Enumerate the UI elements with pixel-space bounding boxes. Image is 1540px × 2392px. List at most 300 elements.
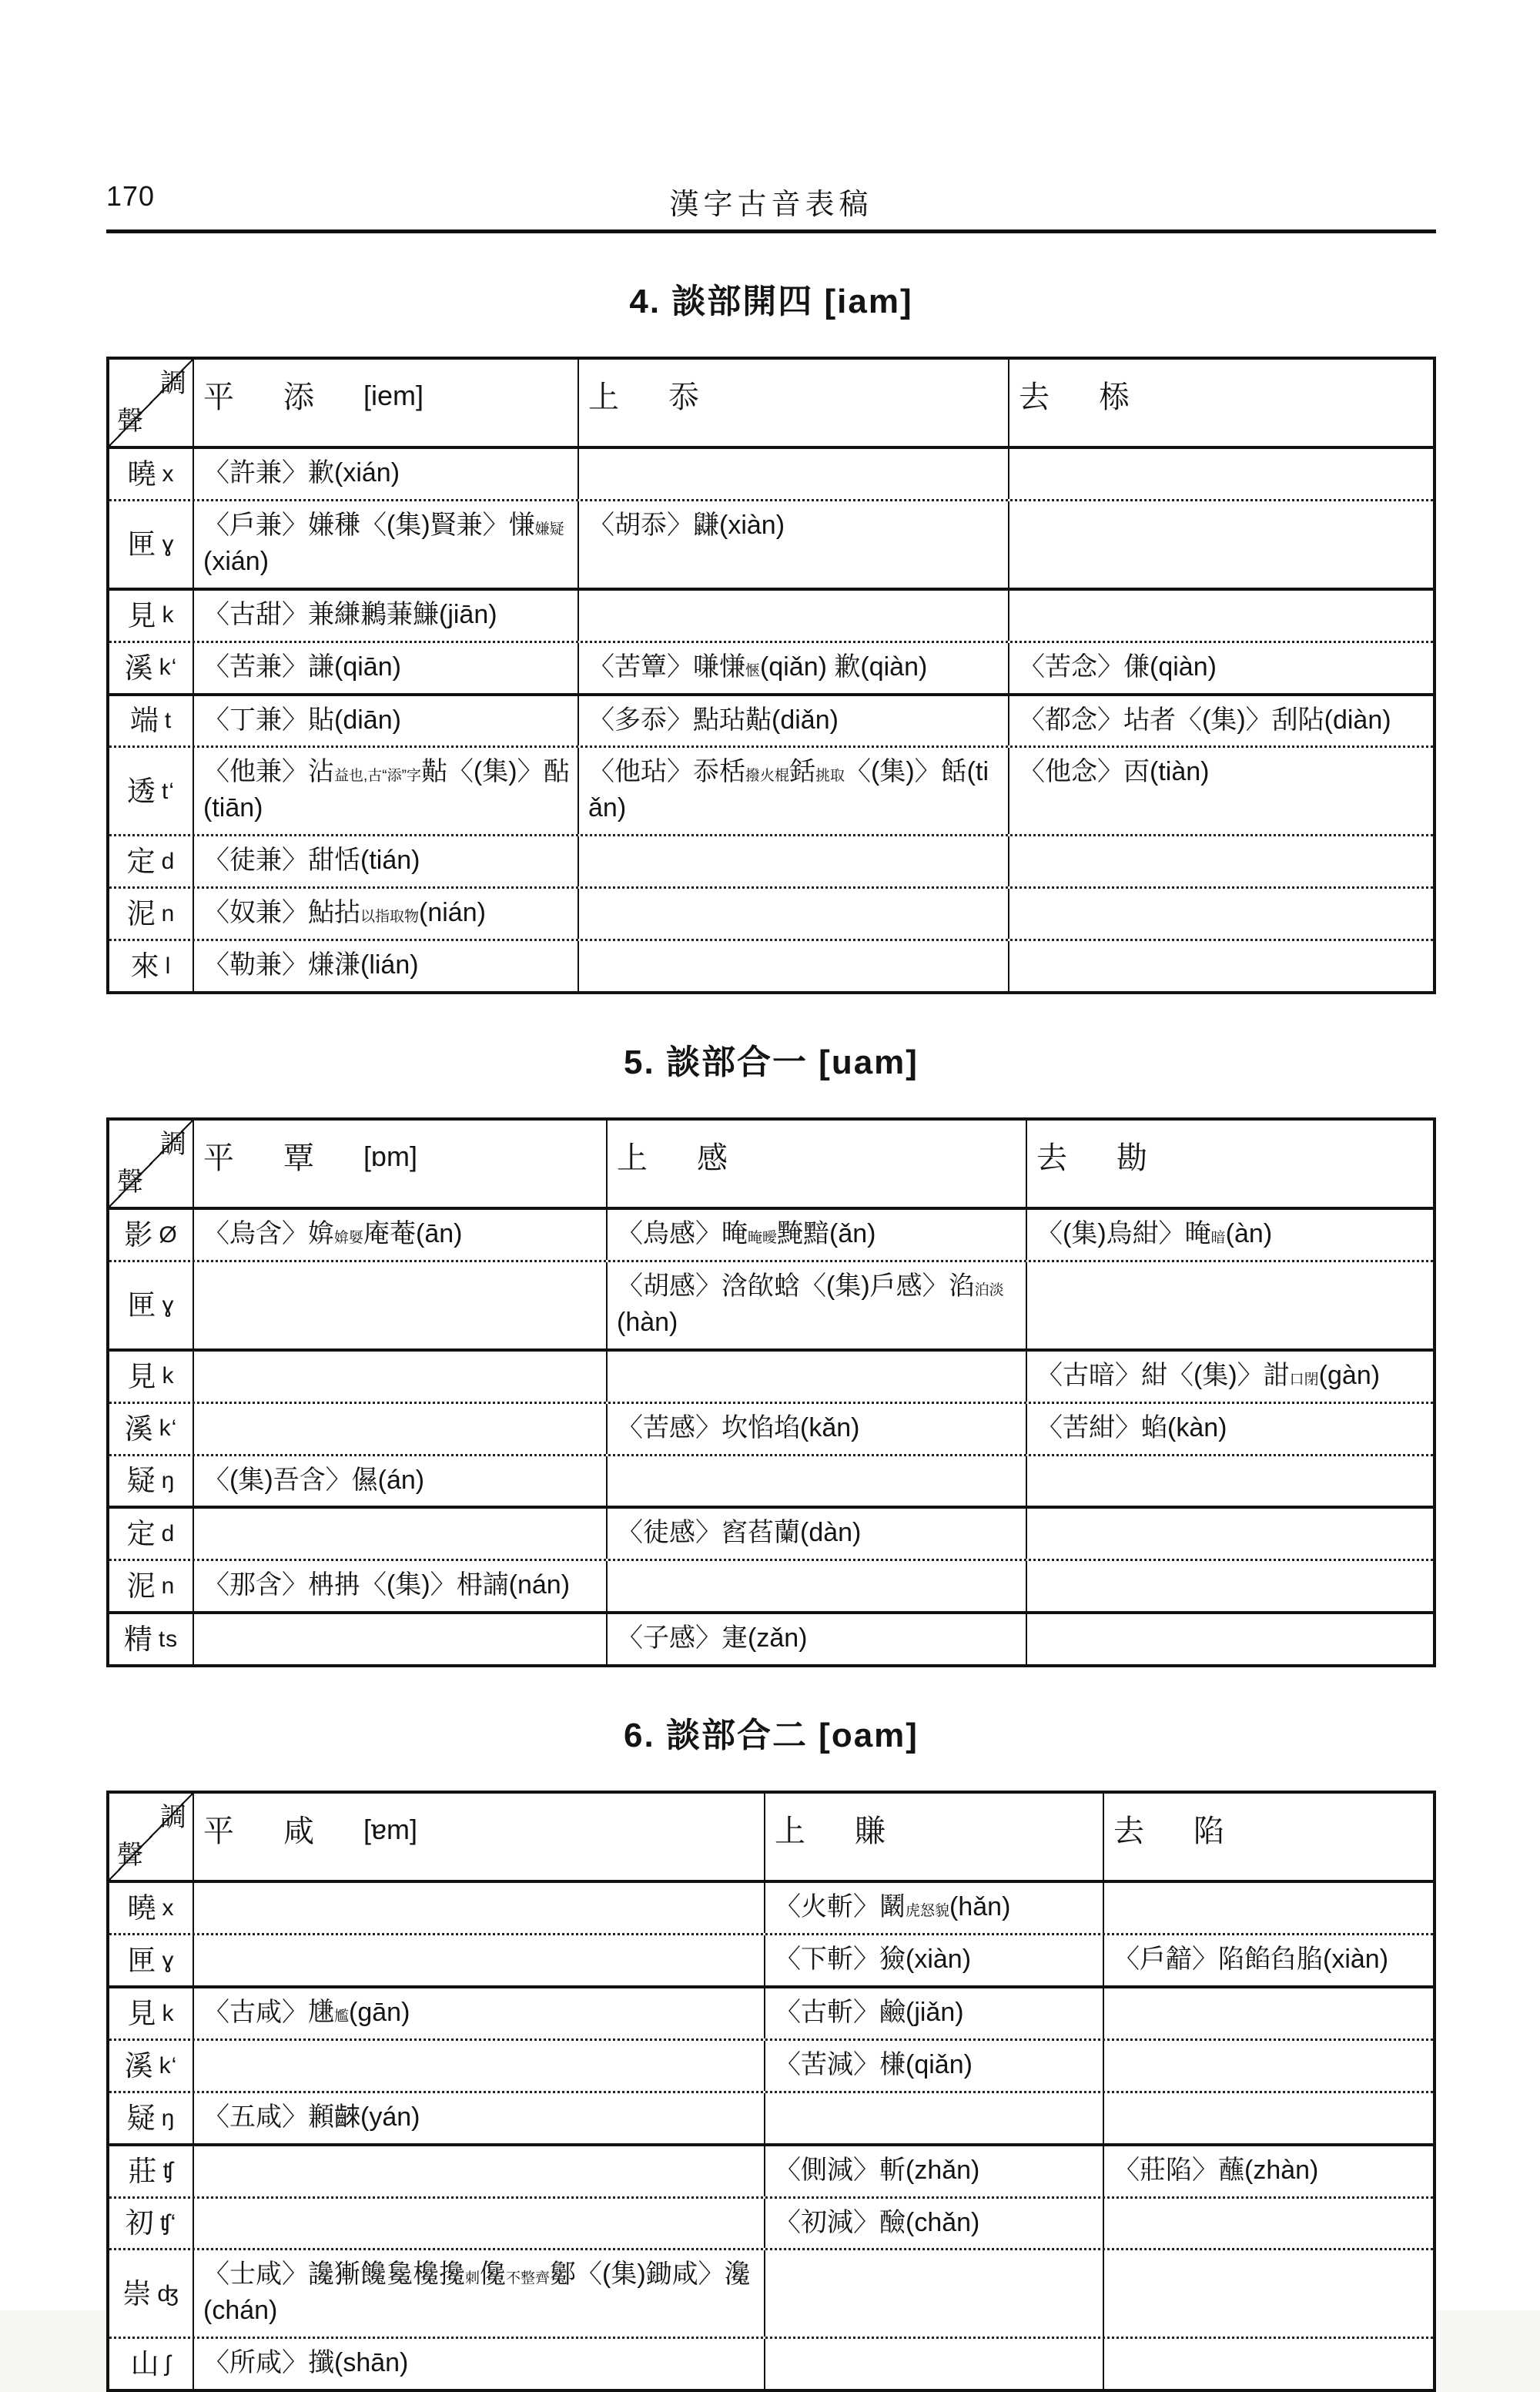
corner-label-initial: 聲 <box>117 1841 143 1871</box>
initial-cell <box>109 2093 192 2143</box>
cell-annotation: 暗 <box>1210 1229 1226 1246</box>
table-cell <box>1026 1614 1438 1664</box>
table-cell <box>192 643 578 693</box>
rime-label: 忝 <box>668 380 699 414</box>
table-cell <box>1026 1456 1438 1506</box>
initial-character: 影 <box>124 1218 153 1251</box>
tone-header-cell <box>1103 1794 1438 1880</box>
table-cell <box>1103 1988 1438 2039</box>
table-cell <box>578 889 1008 939</box>
table-row <box>109 1883 1433 1933</box>
cell-text: 〈多忝〉點玷黇(diǎn) <box>588 705 839 735</box>
cell-text: 〈初減〉醶(chǎn) <box>775 2207 980 2237</box>
cell-text: 黇〈(集)〉酟(tiān) <box>203 757 570 823</box>
table-cell <box>1008 696 1438 746</box>
rime-label: 賺 <box>855 1814 886 1849</box>
table-cell <box>192 1614 606 1664</box>
table-cell <box>578 748 1008 834</box>
initial-cell <box>109 1988 192 2039</box>
initial-ipa: ŋ <box>161 2105 176 2131</box>
initial-character: 透 <box>127 775 156 807</box>
table-cell <box>606 1262 1026 1348</box>
table-cell <box>1008 591 1438 641</box>
table-cell <box>764 1988 1103 2039</box>
initial-cell <box>109 1561 192 1611</box>
initial-ipa: k <box>162 602 175 628</box>
cell-annotation: 不整齊 <box>506 2270 551 2287</box>
initial-ipa: t‘ <box>162 778 175 804</box>
cell-text: 〈戶兼〉嫌稴〈(集)賢兼〉慊 <box>203 510 535 540</box>
table-cell <box>764 2041 1103 2091</box>
table-cell <box>192 449 578 499</box>
cell-text: 〈苦簟〉嗛慊 <box>588 652 745 682</box>
corner-label-tone: 調 <box>160 369 186 398</box>
table-row <box>109 2091 1433 2143</box>
table-cell <box>192 591 578 641</box>
table-cell <box>192 889 578 939</box>
tone-header-cell <box>764 1794 1103 1880</box>
initial-cell <box>109 1614 192 1664</box>
tone-header-cell <box>1026 1121 1438 1207</box>
table-row <box>109 1611 1433 1664</box>
table-cell <box>764 2199 1103 2249</box>
cell-text: 〈(集)烏紺〉晻 <box>1036 1218 1211 1248</box>
cell-text: 〈側減〉斬(zhǎn) <box>775 2155 980 2185</box>
initial-ipa: k‘ <box>159 1415 178 1442</box>
table-cell <box>192 1935 764 1985</box>
rime-label: 覃 <box>283 1141 314 1175</box>
table-cell <box>764 2250 1103 2337</box>
cell-text: 〈胡感〉浛欿蛿〈(集)戶感〉淊 <box>617 1271 975 1301</box>
cell-text: 儳 <box>480 2260 507 2290</box>
table-cell <box>192 1561 606 1611</box>
table-row <box>109 1454 1433 1506</box>
table-row <box>109 1506 1433 1559</box>
tone-header-cell <box>606 1121 1026 1207</box>
initial-ipa: x <box>162 1895 175 1921</box>
table-cell <box>192 836 578 886</box>
initial-character: 疑 <box>126 2102 156 2134</box>
initial-cell <box>109 2199 192 2249</box>
table-row <box>109 588 1433 641</box>
initial-ipa: ŋ <box>161 1468 176 1494</box>
table-cell <box>1103 2199 1438 2249</box>
initial-character: 定 <box>126 846 156 878</box>
cell-text: 〈徒感〉窞萏蘭(dàn) <box>617 1518 862 1548</box>
table-cell <box>606 1456 1026 1506</box>
cell-text: 〈徒兼〉甜恬(tián) <box>203 846 420 876</box>
table-cell <box>192 1883 764 1933</box>
table-header-row <box>109 1121 1433 1210</box>
cell-text: (gān) <box>349 1997 410 2027</box>
table-cell <box>192 2199 764 2249</box>
table-cell <box>1026 1262 1438 1348</box>
cell-text: 〈烏含〉媕 <box>203 1218 334 1248</box>
table-cell <box>192 2339 764 2389</box>
initial-cell <box>109 2146 192 2196</box>
initial-ipa: ʤ <box>157 2280 179 2307</box>
table-cell <box>1026 1561 1438 1611</box>
corner-label-tone: 調 <box>160 1129 186 1159</box>
table-cell <box>1103 1935 1438 1985</box>
initial-ipa: ʃ <box>165 2351 172 2377</box>
initial-cell <box>109 1210 192 1260</box>
header-rule <box>106 229 1436 233</box>
initial-character: 山 <box>130 2348 159 2380</box>
initial-cell <box>109 889 192 939</box>
tone-label: 去 <box>1036 1141 1067 1175</box>
cell-text: 〈戶韽〉陷餡臽䐄(xiàn) <box>1113 1945 1389 1975</box>
cell-text: 〈下斬〉獫(xiàn) <box>775 1945 972 1975</box>
table-cell <box>1103 2146 1438 2196</box>
table-cell <box>1103 2041 1438 2091</box>
cell-text: 〈胡忝〉鼸(xiàn) <box>588 510 785 540</box>
table-cell <box>1008 501 1438 588</box>
corner-cell <box>109 1794 192 1880</box>
rime-ipa-label: [ɐm] <box>363 1814 418 1846</box>
table-cell <box>578 836 1008 886</box>
table-row <box>109 641 1433 693</box>
corner-label-initial: 聲 <box>117 407 143 437</box>
initial-cell <box>109 1262 192 1348</box>
initial-ipa: k <box>162 1363 175 1389</box>
cell-annotation: 泊淡 <box>974 1281 1004 1298</box>
cell-text: (gàn) <box>1318 1360 1381 1390</box>
initial-ipa: ʧ <box>162 2158 174 2184</box>
initial-character: 泥 <box>126 1570 156 1603</box>
cell-text: (hǎn) <box>949 1892 1011 1922</box>
cell-text: 〈那含〉柟抩〈(集)〉枏諵(nán) <box>203 1570 571 1600</box>
rime-table <box>106 1791 1436 2392</box>
corner-label-tone: 調 <box>160 1803 186 1833</box>
initial-character: 匣 <box>127 528 156 561</box>
initial-character: 曉 <box>127 1892 156 1925</box>
table-header-row <box>109 360 1433 449</box>
table-cell <box>606 1210 1026 1260</box>
initial-cell <box>109 1456 192 1506</box>
cell-text: 〈許兼〉歉(xián) <box>203 458 400 487</box>
cell-text: 〈古暗〉紺〈(集)〉詌 <box>1036 1360 1290 1390</box>
cell-text: (àn) <box>1225 1218 1273 1248</box>
cell-text: 庵菴(ān) <box>363 1218 463 1248</box>
initial-character: 端 <box>129 705 159 737</box>
cell-text: 〈烏感〉晻 <box>617 1218 748 1248</box>
initial-cell <box>109 501 192 588</box>
initial-cell <box>109 449 192 499</box>
tone-label: 平 <box>203 1141 234 1175</box>
table-cell <box>606 1614 1026 1664</box>
cell-text: 〈都念〉坫者〈(集)〉刮阽(diàn) <box>1019 705 1391 735</box>
initial-character: 見 <box>127 1360 156 1392</box>
table-cell <box>1026 1509 1438 1559</box>
cell-text: (qiǎn) 歉(qiàn) <box>760 652 928 682</box>
rime-ipa-label: [ɒm] <box>363 1140 418 1172</box>
initial-character: 精 <box>123 1623 152 1656</box>
table-cell <box>764 2093 1103 2143</box>
table-row <box>109 1402 1433 1454</box>
table-cell <box>1026 1404 1438 1454</box>
running-title: 漢字古音表稿 <box>669 189 873 221</box>
rime-label: 咸 <box>283 1814 314 1849</box>
initial-character: 泥 <box>126 898 156 930</box>
cell-text: 〈古斬〉鹼(jiǎn) <box>775 1997 964 2027</box>
cell-text: (nián) <box>419 898 486 928</box>
initial-ipa: d <box>161 1521 176 1547</box>
tone-label: 平 <box>203 380 234 414</box>
cell-annotation: 晻曖 <box>748 1229 778 1246</box>
cell-annotation: 尷 <box>334 2008 350 2025</box>
initial-ipa: ɣ <box>162 531 175 558</box>
initial-ipa: n <box>161 900 176 926</box>
table-row <box>109 939 1433 991</box>
table-cell <box>192 1404 606 1454</box>
table-row <box>109 1210 1433 1260</box>
tone-label: 上 <box>775 1814 805 1849</box>
rime-label: 添 <box>283 380 314 414</box>
tone-label: 平 <box>203 1814 234 1849</box>
initial-character: 初 <box>125 2207 154 2240</box>
table-cell <box>1008 889 1438 939</box>
initial-ipa: k <box>162 2000 175 2026</box>
initial-cell <box>109 2041 192 2091</box>
table-cell <box>192 941 578 991</box>
table-cell <box>606 1404 1026 1454</box>
initial-character: 來 <box>130 950 159 982</box>
cell-text: 〈苦兼〉謙(qiān) <box>203 652 401 682</box>
table-cell <box>1103 1883 1438 1933</box>
table-cell <box>578 449 1008 499</box>
table-row <box>109 2039 1433 2091</box>
tone-label: 去 <box>1113 1814 1144 1849</box>
cell-text: 銛 <box>789 757 816 787</box>
table-cell <box>578 591 1008 641</box>
table-cell <box>606 1561 1026 1611</box>
tone-label: 上 <box>617 1141 648 1175</box>
table-cell <box>192 1262 606 1348</box>
table-cell <box>1008 941 1438 991</box>
table-row <box>109 449 1433 499</box>
corner-cell <box>109 1121 192 1207</box>
cell-text: (hàn) <box>617 1307 678 1337</box>
cell-text: 〈古甜〉兼縑鶼蒹鰜(jiān) <box>203 599 497 629</box>
tone-label: 上 <box>588 380 619 414</box>
initial-ipa: ɣ <box>162 1292 175 1318</box>
table-cell <box>1026 1210 1438 1260</box>
initial-character: 溪 <box>124 1412 153 1445</box>
table-cell <box>192 2093 764 2143</box>
table-row <box>109 693 1433 746</box>
table-header-row <box>109 1794 1433 1883</box>
initial-ipa: Ø <box>159 1221 178 1248</box>
page-number: 170 <box>106 180 156 212</box>
initial-cell <box>109 591 192 641</box>
table-row <box>109 2196 1433 2249</box>
initial-cell <box>109 2339 192 2389</box>
initial-cell <box>109 836 192 886</box>
sections-container <box>106 273 1436 2392</box>
initial-cell <box>109 1352 192 1402</box>
table-cell <box>192 1352 606 1402</box>
rime-label: 勘 <box>1116 1141 1147 1175</box>
cell-text: (xián) <box>203 546 270 576</box>
initial-cell <box>109 748 192 834</box>
table-cell <box>764 2339 1103 2389</box>
cell-text: 〈古咸〉尲 <box>203 1997 334 2027</box>
cell-text: 〈苦感〉坎惂埳(kǎn) <box>617 1412 860 1442</box>
initial-ipa: ʧ‘ <box>159 2210 177 2236</box>
cell-text: 〈奴兼〉鮎拈 <box>203 898 360 928</box>
initial-ipa: ɣ <box>162 1947 175 1973</box>
table-cell <box>764 1883 1103 1933</box>
table-cell <box>1008 836 1438 886</box>
cell-annotation: 媕娿 <box>334 1229 364 1246</box>
initial-character: 崇 <box>122 2277 152 2310</box>
initial-cell <box>109 643 192 693</box>
initial-ipa: k‘ <box>159 2052 178 2079</box>
tone-header-cell <box>578 360 1008 446</box>
initial-character: 見 <box>127 1997 156 2029</box>
cell-annotation: 口閉 <box>1289 1371 1319 1388</box>
corner-label-initial: 聲 <box>117 1168 143 1198</box>
table-row <box>109 2248 1433 2337</box>
table-cell <box>192 1509 606 1559</box>
tone-header-cell <box>192 1121 606 1207</box>
table-cell <box>1008 643 1438 693</box>
cell-text: 〈所咸〉攕(shān) <box>203 2348 409 2378</box>
table-cell <box>192 2041 764 2091</box>
cell-text: 〈他念〉㐁(tiàn) <box>1019 757 1210 787</box>
initial-cell <box>109 696 192 746</box>
initial-ipa: ts <box>158 1626 179 1652</box>
cell-annotation: 嫌疑 <box>534 521 564 538</box>
cell-text: 酁〈(集)鋤咸〉瀺(chán) <box>203 2260 751 2326</box>
cell-text: 〈他玷〉忝栝 <box>588 757 745 787</box>
table-cell <box>764 2146 1103 2196</box>
table-cell <box>192 2146 764 2196</box>
cell-annotation: 撥火棍 <box>745 768 790 785</box>
table-row <box>109 745 1433 834</box>
table-cell <box>1008 748 1438 834</box>
initial-ipa: x <box>162 461 175 487</box>
cell-annotation: 刺 <box>465 2270 480 2287</box>
table-cell <box>192 748 578 834</box>
table-cell <box>578 941 1008 991</box>
cell-text: 〈(集)吾含〉儑(án) <box>203 1465 425 1495</box>
table-cell <box>1008 449 1438 499</box>
table-cell <box>606 1352 1026 1402</box>
initial-character: 溪 <box>124 652 153 684</box>
cell-text: 黤黯(ǎn) <box>777 1218 876 1248</box>
table-cell <box>764 1935 1103 1985</box>
tone-header-cell <box>192 1794 764 1880</box>
rime-table <box>106 1117 1436 1667</box>
cell-text: 〈他兼〉沾 <box>203 757 334 787</box>
table-row <box>109 1985 1433 2039</box>
cell-text: 〈士咸〉讒獑饞毚欃攙 <box>203 2260 465 2290</box>
cell-text: 〈勒兼〉熑溓(lián) <box>203 950 419 980</box>
table-cell <box>578 643 1008 693</box>
initial-character: 溪 <box>124 2049 153 2082</box>
table-cell <box>192 501 578 588</box>
tone-header-cell <box>1008 360 1438 446</box>
initial-cell <box>109 2250 192 2337</box>
cell-annotation: 愜 <box>745 662 761 679</box>
initial-character: 見 <box>127 599 156 632</box>
initial-ipa: l <box>165 953 172 979</box>
rime-ipa-label: [iem] <box>363 380 424 411</box>
cell-text: 〈丁兼〉貼(diān) <box>203 705 401 735</box>
rime-label: 㮇 <box>1099 380 1130 414</box>
initial-character: 疑 <box>126 1465 156 1497</box>
cell-annotation: 以指取物 <box>360 909 420 926</box>
initial-character: 莊 <box>128 2155 157 2187</box>
cell-text: 〈火斬〉鬫 <box>775 1892 906 1922</box>
table-cell <box>606 1509 1026 1559</box>
tone-label: 去 <box>1019 380 1050 414</box>
initial-ipa: t <box>164 708 172 734</box>
table-cell <box>192 1210 606 1260</box>
tone-header-cell <box>192 360 578 446</box>
initial-ipa: n <box>161 1573 176 1600</box>
table-cell <box>1026 1352 1438 1402</box>
table-row <box>109 2143 1433 2196</box>
initial-character: 定 <box>126 1518 156 1550</box>
section-title: 4. 談部開四 [iam] <box>629 283 913 320</box>
cell-annotation: 挑取 <box>815 768 845 785</box>
section-title: 5. 談部合一 [uam] <box>624 1043 919 1081</box>
cell-text: 〈五咸〉䫡𪘨(yán) <box>203 2102 420 2132</box>
table-cell <box>578 696 1008 746</box>
section-title: 6. 談部合二 [oam] <box>624 1717 919 1755</box>
table-cell <box>192 696 578 746</box>
initial-character: 匣 <box>127 1289 156 1322</box>
rime-table <box>106 357 1436 994</box>
initial-character: 曉 <box>127 457 156 490</box>
cell-text: 〈(集)〉餂(tiǎn) <box>588 757 989 823</box>
corner-cell <box>109 360 192 446</box>
cell-text: 〈苦念〉傔(qiàn) <box>1019 652 1217 682</box>
table-row <box>109 1559 1433 1611</box>
table-cell <box>1103 2339 1438 2389</box>
initial-character: 匣 <box>127 1944 156 1976</box>
table-row <box>109 1933 1433 1985</box>
initial-cell <box>109 1935 192 1985</box>
table-row <box>109 834 1433 886</box>
table-row <box>109 1348 1433 1402</box>
rime-label: 感 <box>697 1141 728 1175</box>
table-cell <box>192 1456 606 1506</box>
table-cell <box>1103 2250 1438 2337</box>
table-row <box>109 2337 1433 2389</box>
table-row <box>109 886 1433 939</box>
cell-annotation: 益也,古“添”字 <box>334 768 421 785</box>
table-cell <box>1103 2093 1438 2143</box>
table-row <box>109 499 1433 588</box>
cell-annotation: 虎怒貌 <box>906 1903 950 1920</box>
table-row <box>109 1260 1433 1348</box>
initial-cell <box>109 941 192 991</box>
initial-ipa: k‘ <box>159 655 178 681</box>
initial-cell <box>109 1883 192 1933</box>
table-cell <box>578 501 1008 588</box>
cell-text: 〈子感〉寁(zǎn) <box>617 1623 808 1653</box>
rime-label: 陷 <box>1194 1814 1224 1849</box>
table-cell <box>192 1988 764 2039</box>
initial-cell <box>109 1509 192 1559</box>
initial-cell <box>109 1404 192 1454</box>
cell-text: 〈苦紺〉蜭(kàn) <box>1036 1412 1227 1442</box>
table-cell <box>192 2250 764 2337</box>
